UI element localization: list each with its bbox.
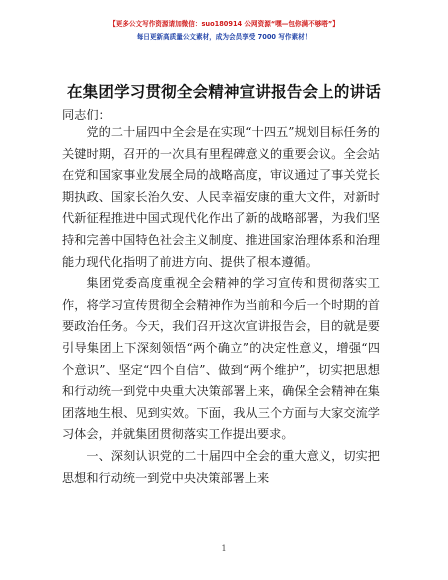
document-title: 在集团学习贯彻全会精神宣讲报告会上的讲话 (66, 82, 381, 101)
promo-banner-line-2: 每日更新高质量公文素材，成为会员享受 7000 写作素材！ (136, 33, 312, 41)
paragraph-2: 集团党委高度重视全会精神的学习宣传和贯彻落实工作，将学习宣传贯彻全会精神作为当前和今后一个时期的首要政治任务。今天，我们召开这次宣讲报告会，目的就是要引导集团上下深刻领悟“两个确立”的决定性意义，增强“四个意识”、坚定“四个自信”、做到“两个维护”，切实把思想和行动统一到党中央重大决策部署上来，确保全会精神在集团落地生根、见到实效。下面，我从三个方面与大家交流学习体会，并就集团贯彻落实工作提出要求。 (62, 276, 380, 442)
paragraph-1: 党的二十届四中全会是在实现“十四五”规划目标任务的关键时期，召开的一次具有里程碑意义的重要会议。全会站在党和国家事业发展全局的战略高度，审议通过了事关党长期执政、国家长治久安、人民幸福安康的重大文件，对新时代新征程推进中国式现代化作出了新的战略部署，为我们坚持和完善中国特色社会主义制度、推进国家治理体系和治理能力现代化指明了前进方向、提供了根本遵循。 (62, 125, 380, 269)
salutation: 同志们： (62, 108, 111, 122)
page-number: 1 (221, 544, 227, 553)
section-heading-1: 一、深刻认识党的二十届四中全会的重大意义，切实把思想和行动统一到党中央决策部署上来 (62, 448, 380, 485)
document-body (62, 122, 380, 489)
promo-banner-line-1: 【更多公文写作资源请加微信：suo180914 公网资源“嘿—包你满不够嗒”】 (109, 20, 339, 28)
